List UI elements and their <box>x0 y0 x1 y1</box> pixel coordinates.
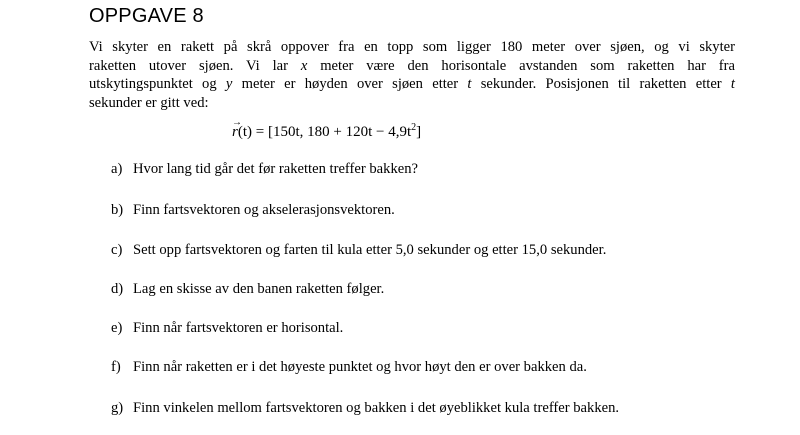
exercise-title: OPPGAVE 8 <box>89 5 204 27</box>
task-text: Lag en skisse av den banen raketten følger. <box>133 281 385 297</box>
task-a <box>111 160 418 178</box>
task-label: a) <box>111 161 123 177</box>
variable-y: y <box>225 76 233 92</box>
intro-line-3-text-c: sekunder. Posisjonen til raketten etter <box>480 76 722 92</box>
task-e <box>111 319 343 337</box>
task-label: g) <box>111 400 124 416</box>
variable-t: t <box>467 76 472 92</box>
task-label: d) <box>111 281 124 297</box>
intro-line-3-text-b: meter er høyden over sjøen etter <box>241 76 459 92</box>
intro-line-2 <box>89 57 735 76</box>
task-label: f) <box>111 359 121 375</box>
intro-line-1: Vi skyter en rakett på skrå oppover fra en topp som ligger 180 meter over sjøen, og vi skyter <box>89 39 735 55</box>
formula-close: ] <box>416 124 422 140</box>
task-b <box>111 201 395 219</box>
task-text: Finn fartsvektoren og akselerasjonsvektoren. <box>133 202 395 218</box>
intro-line-4: sekunder er gitt ved: <box>89 94 209 111</box>
task-g <box>111 399 619 417</box>
task-text: Finn når fartsvektoren er horisontal. <box>133 320 344 336</box>
intro-line-2-text-a: raketten utover sjøen. Vi lar <box>89 57 288 74</box>
task-text: Finn vinkelen mellom fartsvektoren og bakken i det øyeblikket kula treffer bakken. <box>133 400 620 416</box>
task-label: c) <box>111 242 123 258</box>
variable-x: x <box>300 57 308 74</box>
formula-body: (t) = [150t, 180 + 120t − 4,9t <box>237 124 412 140</box>
task-label: b) <box>111 202 124 218</box>
intro-line-2-text-b: meter være den horisontale avstanden som raketten har fra <box>320 57 736 74</box>
task-d <box>111 280 384 298</box>
task-f <box>111 358 587 376</box>
task-text: Hvor lang tid går det før raketten treffer bakken? <box>133 161 418 177</box>
task-label: e) <box>111 320 123 336</box>
problem-statement <box>89 38 735 112</box>
task-text: Finn når raketten er i det høyeste punktet og hvor høyt den er over bakken da. <box>133 359 587 375</box>
position-formula <box>232 122 421 142</box>
intro-line-3 <box>89 75 735 94</box>
vector-r: → r <box>232 122 238 142</box>
intro-line-3-text-a: utskytingspunktet og <box>89 76 217 92</box>
task-c <box>111 241 606 259</box>
formula-exponent: 2 <box>411 122 417 133</box>
task-text: Sett opp fartsvektoren og farten til kula etter 5,0 sekunder og etter 15,0 sekunder. <box>133 242 607 258</box>
variable-t-2: t <box>730 76 735 92</box>
